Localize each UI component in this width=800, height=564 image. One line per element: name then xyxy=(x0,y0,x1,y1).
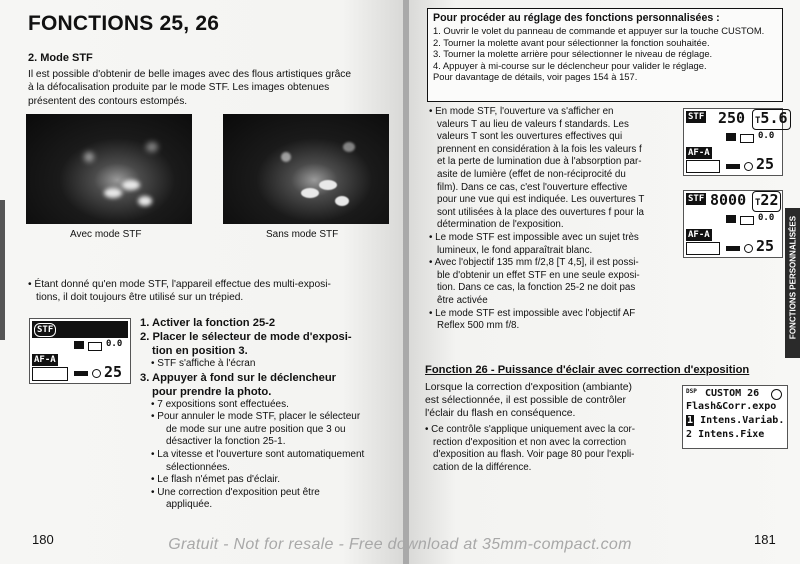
step-3: 3. Appuyer à fond sur le déclencheur pour prendre la photo. xyxy=(140,371,337,398)
intro-paragraph: Il est possible d'obtenir de belle images avec des flous artistiques grâce à la défocalisation produite par le mode STF. Les images obtenues présentent des contours estompés. xyxy=(28,69,352,107)
step-3-note: • La vitesse et l'ouverture sont automatiquement sélectionnées. xyxy=(151,448,365,473)
left-edge-tab xyxy=(0,200,5,340)
film-icon xyxy=(744,244,753,253)
photo-with-stf xyxy=(26,114,192,224)
lcd-frame-count: 25 xyxy=(756,155,775,173)
section-heading: 2. Mode STF xyxy=(28,52,93,64)
drive-icon xyxy=(726,215,736,223)
side-section-tab: FONCTIONS PERSONNALISÉES xyxy=(785,208,800,358)
dsp-label: DSP xyxy=(686,388,697,395)
photo-without-stf xyxy=(223,114,389,224)
custom-settings-box: Pour procéder au réglage des fonctions personnalisées : 1. Ouvrir le volet du panneau de commande et appuyer sur la touche CUSTOM. 2. Tourner la molette avant pour sélectionner la fonction souhaitée. 3. Tourner la molette arrière pour sélectionner le niveau de réglage. 4. Appuyer à mi-course sur le déclencheur pour valider le réglage. Pour davantage de détails, voir pages 154 à 157. xyxy=(427,8,783,102)
function-26-text: Lorsque la correction d'exposition (ambiante) est sélectionnée, il est possible de contrôler l'éclair du flash en conséquence. xyxy=(425,382,633,420)
box-heading: Pour procéder au réglage des fonctions personnalisées : xyxy=(433,12,720,24)
drive-icon xyxy=(726,133,736,141)
stf-indicator: STF xyxy=(688,112,705,122)
step-3-note: • 7 expositions sont effectuées. xyxy=(151,398,289,410)
shutter-speed: 250 xyxy=(718,109,746,127)
lcd-ev-value: 0.0 xyxy=(758,131,775,141)
page-number-right: 181 xyxy=(754,532,776,547)
caption-without-stf: Sans mode STF xyxy=(266,229,339,240)
step-3-note: • Pour annuler le mode STF, placer le sélecteur de mode sur une autre position que 3 ou désactiver la fonction 25-1. xyxy=(151,411,361,448)
shutter-speed: 8000 xyxy=(710,191,747,209)
step-3-note: • Une correction d'exposition peut être appliquée. xyxy=(151,486,320,511)
lcd-display-top xyxy=(683,108,788,176)
battery-icon xyxy=(726,164,740,169)
metering-icon xyxy=(686,160,720,173)
menu-option-2: 2 Intens.Fixe xyxy=(686,429,765,440)
tripod-note: • Étant donné qu'en mode STF, l'appareil effectue des multi-exposi- tions, il doit toujours être utilisé sur un trépied. xyxy=(28,279,331,304)
menu-option-1: 1 Intens.Variab. xyxy=(687,415,785,426)
af-mode-indicator: AF-A xyxy=(688,148,710,158)
caption-with-stf: Avec mode STF xyxy=(70,229,142,240)
metering-icon xyxy=(686,242,720,255)
bullet-bright-subject: • Le mode STF est impossible avec un sujet très lumineux, le fond apparaîtrait blanc. xyxy=(429,231,639,256)
procedure-steps xyxy=(140,316,390,512)
bullet-135mm-lens: • Avec l'objectif 135 mm f/2,8 [T 4,5], il est possi- ble d'obtenir un effet STF en une seule exposi- tion. Dans ce cas, la fonction 25-2 ne doit pas être activée xyxy=(429,257,640,306)
exposure-comp-icon xyxy=(88,342,102,351)
custom-26-lcd xyxy=(682,385,788,449)
aperture-t-value: T22 xyxy=(752,191,781,212)
stf-indicator: STF xyxy=(34,323,56,337)
function-26-bullet: • Ce contrôle s'applique uniquement avec la cor- rection d'exposition et non avec la correction d'exposition au flash. Voir page 80 pour l'expli- cation de la différence. xyxy=(425,424,636,473)
stf-bullet-list xyxy=(429,106,677,333)
metering-icon xyxy=(32,367,68,381)
af-mode-indicator: AF-A xyxy=(34,355,56,365)
lcd-display-bottom xyxy=(683,190,783,258)
aperture-t-value: T5.6 xyxy=(752,109,791,130)
step-1: 1. Activer la fonction 25-2 xyxy=(140,317,276,329)
battery-icon xyxy=(74,371,88,376)
battery-icon xyxy=(726,246,740,251)
dial-icon xyxy=(771,389,782,400)
watermark: Gratuit - Not for resale - Free download at 35mm-compact.com xyxy=(168,536,632,553)
step-3-note: • Le flash n'émet pas d'éclair. xyxy=(151,474,281,486)
stf-indicator: STF xyxy=(688,194,705,204)
page-title: FONCTIONS 25, 26 xyxy=(28,12,220,35)
exposure-comp-icon xyxy=(740,216,754,225)
step-2-note: • STF s'affiche à l'écran xyxy=(151,358,256,369)
stf-lcd-display xyxy=(29,318,131,384)
bullet-500mm-lens: • Le mode STF est impossible avec l'objectif AF Reflex 500 mm f/8. xyxy=(429,307,636,332)
menu-row-title: Flash&Corr.expo xyxy=(686,401,777,412)
lcd-frame-count: 25 xyxy=(104,363,123,381)
custom-label: CUSTOM 26 xyxy=(705,388,760,399)
exposure-comp-icon xyxy=(740,134,754,143)
lcd-ev-value: 0.0 xyxy=(106,339,123,349)
lcd-ev-value: 0.0 xyxy=(758,213,775,223)
step-2: 2. Placer le sélecteur de mode d'exposi- tion en position 3. xyxy=(140,331,352,357)
bullet-t-values: • En mode STF, l'ouverture va s'afficher en valeurs T au lieu de valeurs f standards. Les valeurs T sont les ouvertures effectives qui prennent en considération à la fois les valeurs f et la perte de lumination due à l'absorption par- asite de lumière (effet de non-réciprocité du film). Dans ce cas, c'est l'ouverture effective pour une vue qui est indiquée. Les ouvertures T sont utilisées à la place des ouvertures f pour la détermination de l'exposition. xyxy=(429,106,645,231)
function-26-heading: Fonction 26 - Puissance d'éclair avec correction d'exposition xyxy=(425,364,750,376)
drive-icon xyxy=(74,341,84,349)
af-mode-indicator: AF-A xyxy=(688,230,710,240)
film-icon xyxy=(744,162,753,171)
right-page xyxy=(409,0,800,564)
page-number-left: 180 xyxy=(32,532,54,547)
lcd-frame-count: 25 xyxy=(756,237,775,255)
film-icon xyxy=(92,369,101,378)
